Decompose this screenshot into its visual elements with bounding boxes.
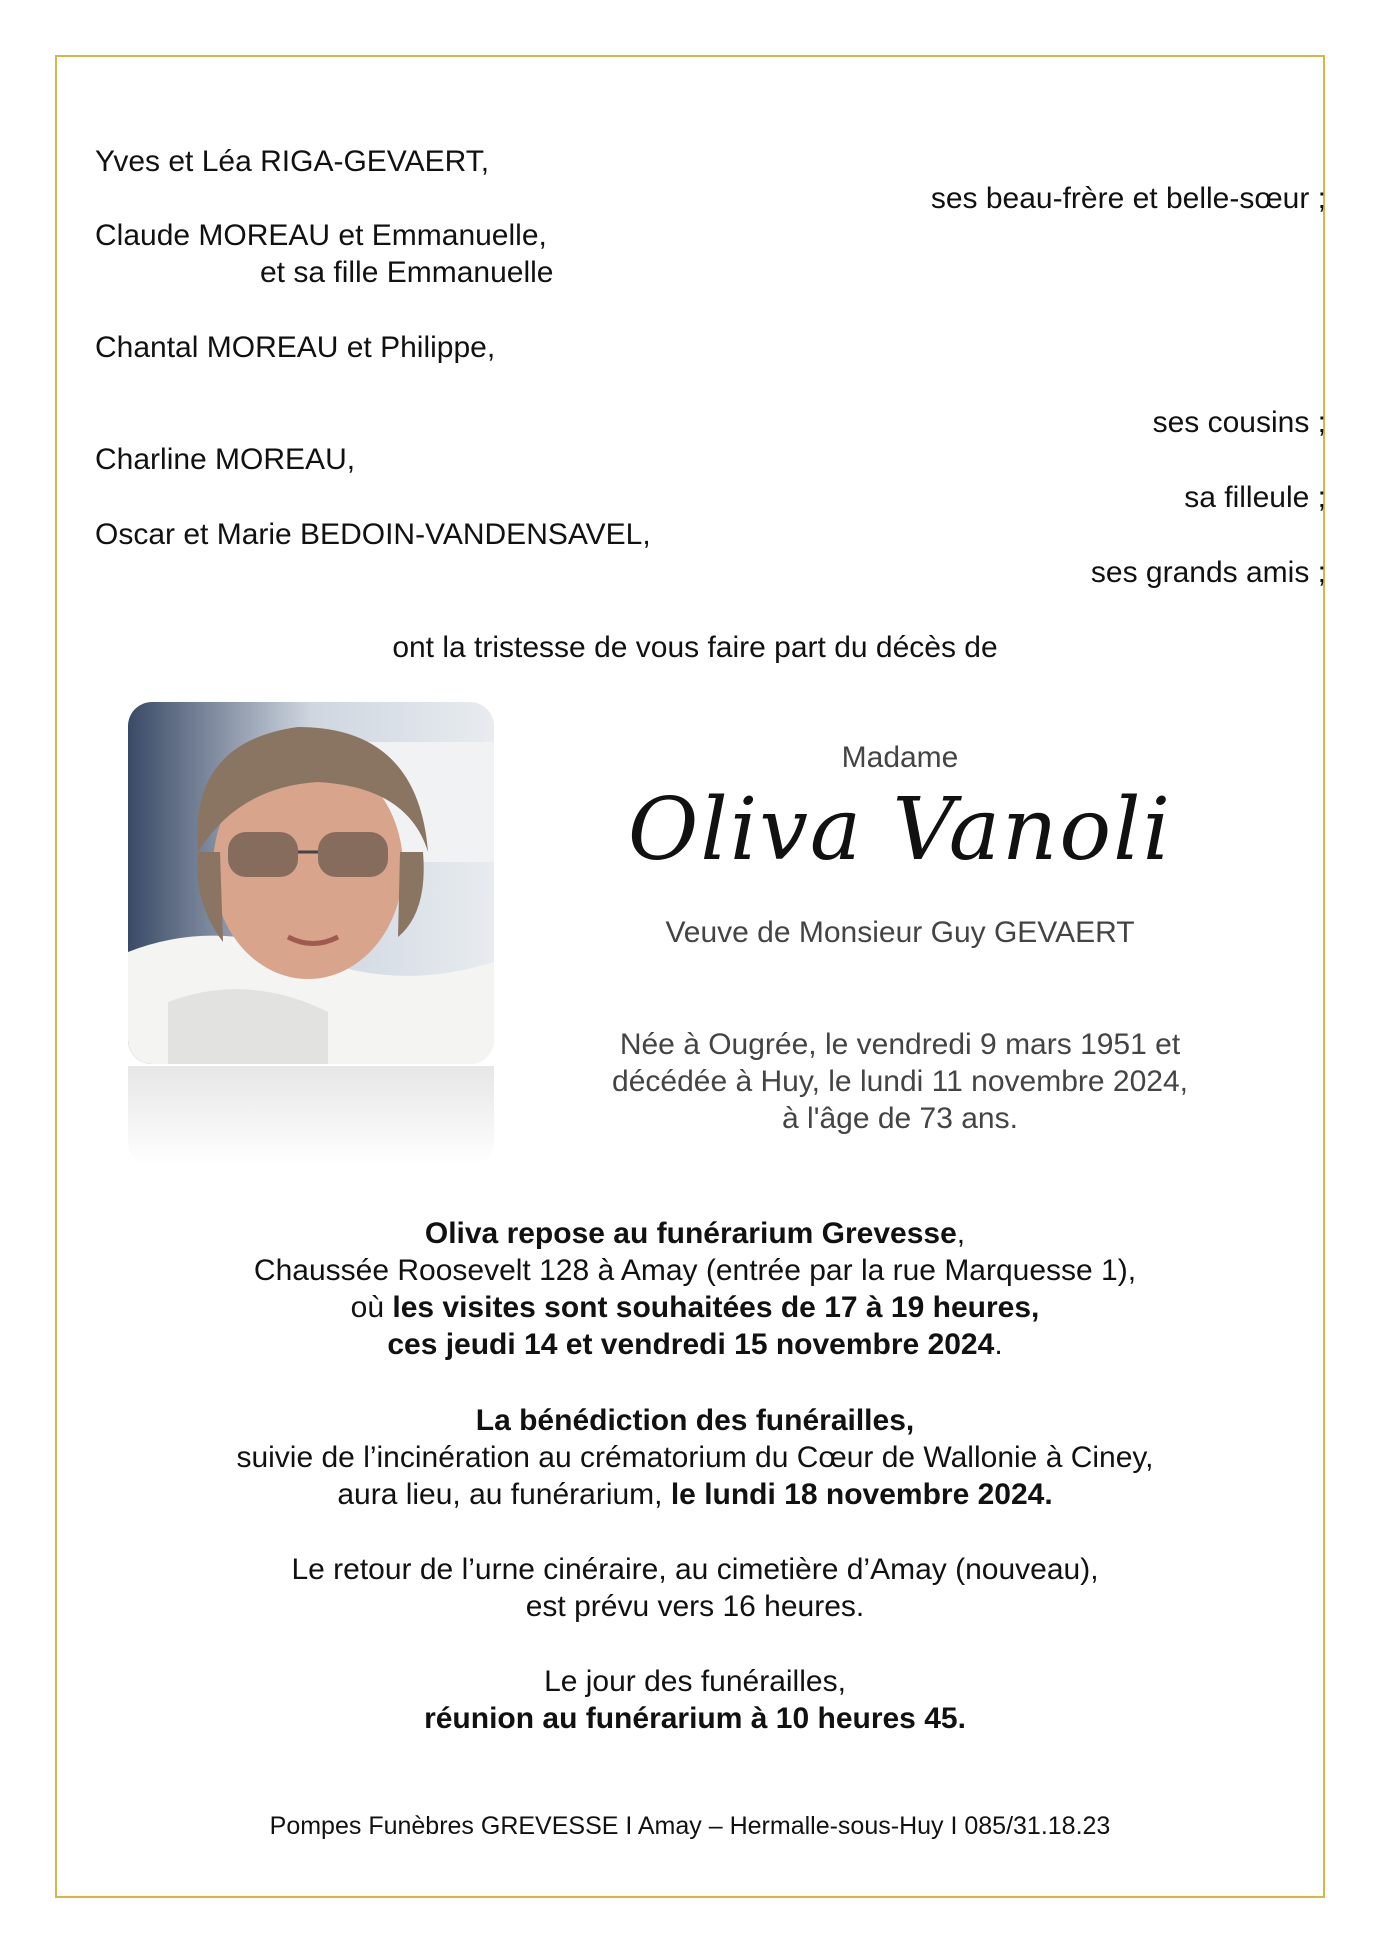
meeting-line-1: Le jour des funérailles, xyxy=(544,1665,846,1698)
visit-line-2: Chaussée Roosevelt 128 à Amay (entrée par la rue Marquesse 1), xyxy=(253,1254,1137,1287)
photo-reflection xyxy=(128,1066,494,1166)
widow-line: Veuve de Monsieur Guy GEVAERT xyxy=(665,916,1135,949)
meeting-section xyxy=(150,1663,1240,1737)
visit-section xyxy=(150,1215,1240,1363)
announcement: ont la tristesse de vous faire part du décès de xyxy=(392,631,998,664)
visit-line-4: ces jeudi 14 et vendredi 15 novembre 2024. xyxy=(387,1328,1003,1361)
relation-goddaughter: sa filleule ; xyxy=(1184,481,1326,514)
portrait-photo xyxy=(128,702,494,1064)
family-line-daughter: et sa fille Emmanuelle xyxy=(260,256,554,289)
ceremony-section xyxy=(150,1402,1240,1513)
age-line: à l'âge de 73 ans. xyxy=(782,1102,1018,1135)
urn-line-1: Le retour de l’urne cinéraire, au cimetière d’Amay (nouveau), xyxy=(291,1553,1099,1586)
relation-cousins: ses cousins ; xyxy=(1152,406,1326,439)
ceremony-line-1: La bénédiction des funérailles, xyxy=(475,1404,915,1437)
family-line-oscar: Oscar et Marie BEDOIN-VANDENSAVEL, xyxy=(95,518,651,551)
deceased-name: Oliva Vanoli xyxy=(627,780,1173,880)
visit-line-1: Oliva repose au funérarium Grevesse, xyxy=(424,1217,966,1250)
ceremony-line-3: aura lieu, au funérarium, le lundi 18 novembre 2024. xyxy=(337,1478,1053,1511)
family-line-chantal: Chantal MOREAU et Philippe, xyxy=(95,331,496,364)
birth-line: Née à Ougrée, le vendredi 9 mars 1951 et xyxy=(619,1028,1181,1061)
family-line-riga: Yves et Léa RIGA-GEVAERT, xyxy=(95,145,490,178)
deceased-title: Madame xyxy=(841,741,959,774)
meeting-line-2: réunion au funérarium à 10 heures 45. xyxy=(424,1702,966,1735)
relation-in-laws: ses beau-frère et belle-sœur ; xyxy=(930,182,1326,215)
urn-section xyxy=(150,1551,1240,1625)
ceremony-line-2: suivie de l’incinération au crématorium du Cœur de Wallonie à Ciney, xyxy=(236,1441,1154,1474)
visit-line-3: où les visites sont souhaitées de 17 à 19 heures, xyxy=(350,1291,1040,1324)
family-line-claude: Claude MOREAU et Emmanuelle, xyxy=(95,219,547,252)
relation-friends: ses grands amis ; xyxy=(1090,556,1326,589)
death-line: décédée à Huy, le lundi 11 novembre 2024, xyxy=(612,1065,1188,1098)
funeral-home-footer: Pompes Funèbres GREVESSE I Amay – Hermalle-sous-Huy I 085/31.18.23 xyxy=(269,1812,1111,1840)
family-line-charline: Charline MOREAU, xyxy=(95,443,356,476)
urn-line-2: est prévu vers 16 heures. xyxy=(525,1590,865,1623)
